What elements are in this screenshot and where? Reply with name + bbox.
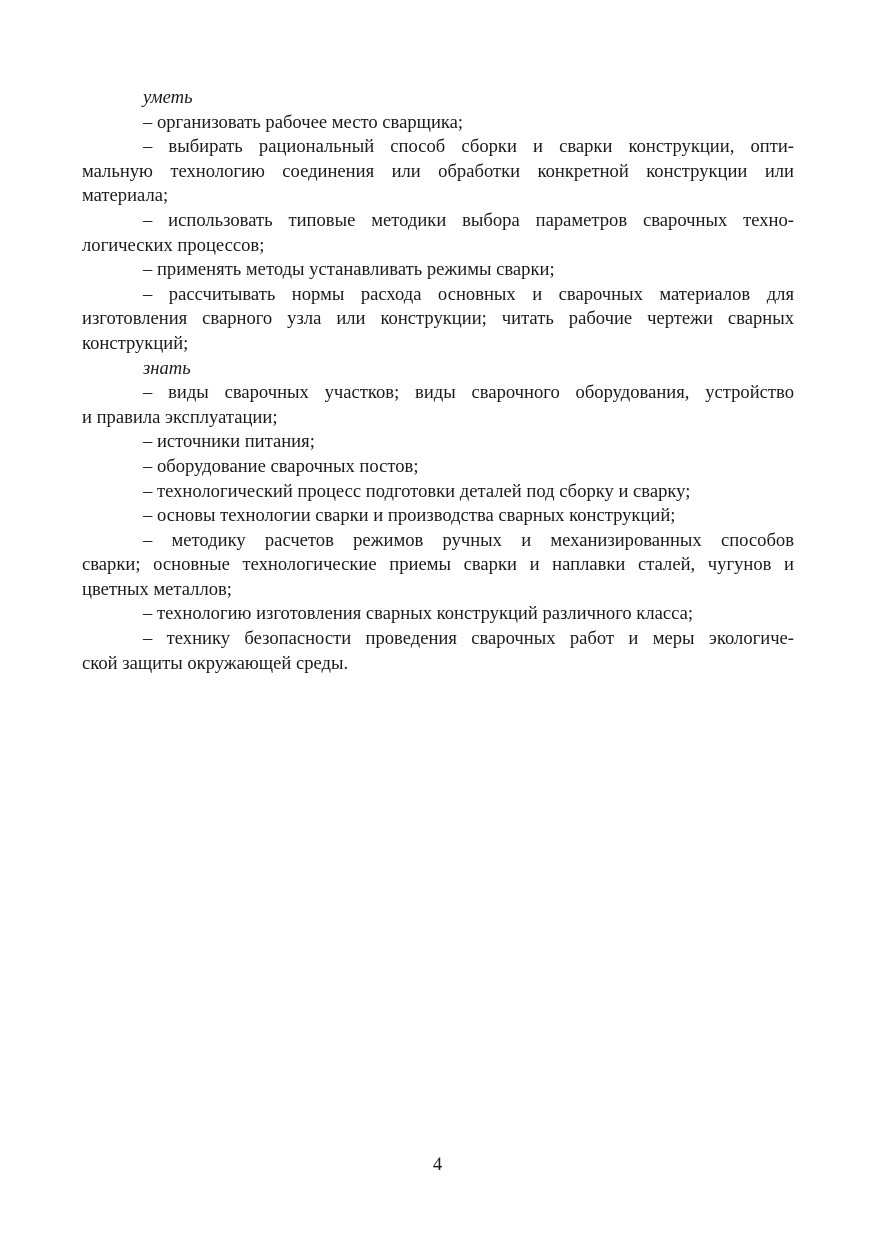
list-item: – основы технологии сварки и производства сварных конструкций; [143,505,676,527]
list-item-continuation: материала; [82,185,169,207]
list-item-continuation: изготовления сварного узла или конструкции; читать рабочие чертежи сварных [82,308,794,330]
list-item-continuation: ской защиты окружающей среды. [82,652,349,674]
section-heading-umet: уметь [143,87,193,108]
list-item: – технологический процесс подготовки деталей под сборку и сварку; [143,480,691,502]
list-item-continuation: логических процессов; [82,234,265,256]
list-item: – применять методы устанавливать режимы сварки; [143,259,555,281]
list-item: – виды сварочных участков; виды сварочного оборудования, устройство [143,382,794,404]
list-item-continuation: конструкций; [82,332,189,354]
list-item-continuation: сварки; основные технологические приемы сварки и наплавки сталей, чугунов и [82,554,794,576]
list-item: – рассчитывать нормы расхода основных и сварочных материалов для [143,283,794,305]
list-item: – организовать рабочее место сварщика; [143,111,464,133]
page-number: 4 [432,1154,443,1175]
list-item-continuation: цветных металлов; [82,578,232,600]
list-item: – использовать типовые методики выбора параметров сварочных техно- [143,209,794,231]
list-item: – оборудование сварочных постов; [143,455,419,477]
list-item-continuation: и правила эксплуатации; [82,406,278,428]
list-item: – технику безопасности проведения сварочных работ и меры экологиче- [143,628,794,650]
list-item: – технологию изготовления сварных конструкций различного класса; [143,603,694,625]
list-item: – выбирать рациональный способ сборки и сварки конструкции, опти- [143,136,794,158]
section-heading-znat: знать [143,357,191,379]
document-page [82,86,794,676]
list-item: – методику расчетов режимов ручных и механизированных способов [143,529,794,551]
list-item: – источники питания; [143,431,315,453]
list-item-continuation: мальную технологию соединения или обработки конкретной конструкции или [82,160,794,182]
